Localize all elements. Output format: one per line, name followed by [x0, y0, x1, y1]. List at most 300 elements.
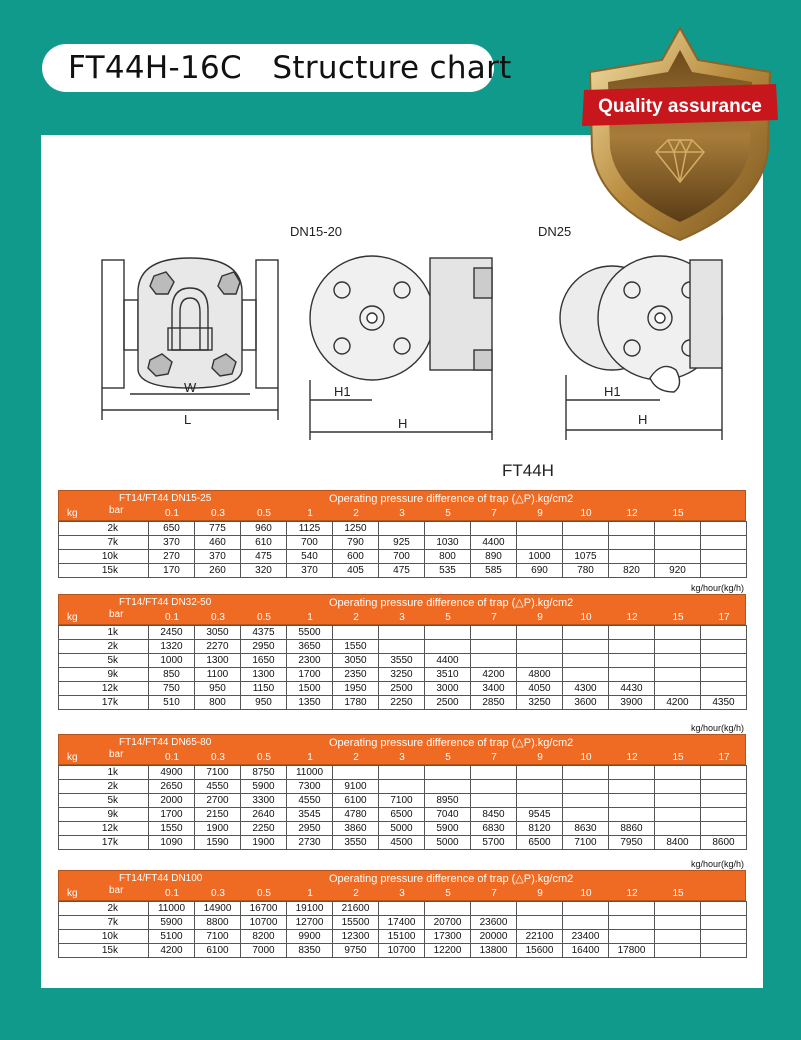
table-cell — [701, 682, 747, 696]
table-cell: 3300 — [241, 794, 287, 808]
table-cell: 600 — [333, 550, 379, 564]
table-cell: 5100 — [149, 930, 195, 944]
table-cell: 16400 — [563, 944, 609, 958]
pressure-col-label: 7 — [491, 612, 497, 623]
table-cell — [609, 930, 655, 944]
table-cell — [471, 626, 517, 640]
table-cell: 950 — [241, 696, 287, 710]
pressure-col-label: 5 — [445, 612, 451, 623]
table-cell — [701, 654, 747, 668]
table-cell: 2950 — [287, 822, 333, 836]
table-cell — [517, 794, 563, 808]
kg-label: kg — [67, 888, 78, 899]
pressure-col-label: 15 — [672, 612, 684, 623]
series-label: FT14/FT44 DN32-50 — [119, 597, 212, 608]
table-cell: 4300 — [563, 682, 609, 696]
table-cell — [517, 626, 563, 640]
table-cell: 2850 — [471, 696, 517, 710]
table-cell — [563, 808, 609, 822]
pressure-col-label: 9 — [537, 752, 543, 763]
table-cell: 1350 — [287, 696, 333, 710]
pressure-col-label: 0.3 — [211, 612, 225, 623]
table-cell — [471, 654, 517, 668]
table-cell — [655, 668, 701, 682]
row-label: 1k — [59, 626, 149, 640]
table-cell — [425, 780, 471, 794]
table-cell: 21600 — [333, 902, 379, 916]
pressure-col-label: 5 — [445, 508, 451, 519]
pressure-col-label: 15 — [672, 508, 684, 519]
table-cell — [563, 640, 609, 654]
table-cell: 3250 — [379, 668, 425, 682]
table-cell: 2000 — [149, 794, 195, 808]
unit-label: kg/hour(kg/h) — [690, 723, 744, 733]
pressure-col-label: 7 — [491, 508, 497, 519]
table-cell: 925 — [379, 536, 425, 550]
table-cell: 920 — [655, 564, 701, 578]
table-cell: 7040 — [425, 808, 471, 822]
row-label: 2k — [59, 780, 149, 794]
table-row — [59, 654, 747, 668]
table-cell: 2950 — [241, 640, 287, 654]
table-cell — [609, 626, 655, 640]
table-cell: 8350 — [287, 944, 333, 958]
table-row — [59, 522, 747, 536]
table-cell: 370 — [287, 564, 333, 578]
table-cell: 2300 — [287, 654, 333, 668]
table-cell: 2270 — [195, 640, 241, 654]
table-cell: 9750 — [333, 944, 379, 958]
table-cell: 5500 — [287, 626, 333, 640]
table-cell: 2500 — [379, 682, 425, 696]
table-cell — [655, 766, 701, 780]
bar-label: bar — [109, 749, 124, 760]
table-cell — [563, 780, 609, 794]
series-label: FT14/FT44 DN15-25 — [119, 493, 212, 504]
table-cell: 5700 — [471, 836, 517, 850]
pressure-title: Operating pressure difference of trap (△P).kg/cm2 — [329, 873, 574, 885]
table-cell: 4430 — [609, 682, 655, 696]
table-cell — [471, 766, 517, 780]
flow-table-dn65-80 — [58, 723, 746, 850]
table-cell — [563, 654, 609, 668]
table-cell — [701, 930, 747, 944]
table-cell: 8630 — [563, 822, 609, 836]
table-cell: 4400 — [471, 536, 517, 550]
row-label: 5k — [59, 794, 149, 808]
table-cell: 8600 — [701, 836, 747, 850]
table-cell: 3550 — [379, 654, 425, 668]
table-cell: 4200 — [149, 944, 195, 958]
table-cell: 7100 — [195, 930, 241, 944]
table-cell: 3000 — [425, 682, 471, 696]
table-cell — [609, 536, 655, 550]
table-cell: 4550 — [287, 794, 333, 808]
table-cell: 2450 — [149, 626, 195, 640]
row-label: 7k — [59, 536, 149, 550]
table-cell: 1150 — [241, 682, 287, 696]
pressure-col-label: 17 — [718, 752, 730, 763]
table-cell: 17400 — [379, 916, 425, 930]
pressure-col-label: 5 — [445, 888, 451, 899]
table-cell: 270 — [149, 550, 195, 564]
table-cell: 12300 — [333, 930, 379, 944]
table-cell: 820 — [609, 564, 655, 578]
table-cell: 22100 — [517, 930, 563, 944]
page-title: FT44H-16C Structure chart — [68, 50, 512, 86]
table-cell: 1075 — [563, 550, 609, 564]
table-cell — [701, 640, 747, 654]
row-label: 10k — [59, 930, 149, 944]
data-grid — [58, 625, 747, 710]
table-header — [58, 490, 746, 521]
table-cell: 2730 — [287, 836, 333, 850]
table-cell: 23400 — [563, 930, 609, 944]
table-cell: 460 — [195, 536, 241, 550]
table-cell: 370 — [149, 536, 195, 550]
pressure-col-label: 0.1 — [165, 508, 179, 519]
series-label: FT14/FT44 DN65-80 — [119, 737, 212, 748]
table-cell: 1030 — [425, 536, 471, 550]
row-label: 15k — [59, 564, 149, 578]
table-cell — [563, 794, 609, 808]
table-cell: 2640 — [241, 808, 287, 822]
pressure-col-label: 7 — [491, 752, 497, 763]
table-cell — [333, 766, 379, 780]
row-label: 5k — [59, 654, 149, 668]
table-cell — [379, 626, 425, 640]
table-cell — [701, 902, 747, 916]
table-row — [59, 550, 747, 564]
table-cell: 405 — [333, 564, 379, 578]
table-row — [59, 808, 747, 822]
table-cell — [655, 822, 701, 836]
table-cell: 775 — [195, 522, 241, 536]
data-grid — [58, 901, 747, 958]
table-cell — [655, 536, 701, 550]
table-row — [59, 930, 747, 944]
table-cell: 700 — [287, 536, 333, 550]
dn-large-label: DN25 — [538, 224, 572, 239]
pressure-col-label: 17 — [718, 612, 730, 623]
table-cell: 1300 — [241, 668, 287, 682]
table-cell: 1090 — [149, 836, 195, 850]
table-cell: 7100 — [195, 766, 241, 780]
table-cell — [609, 640, 655, 654]
table-cell: 1250 — [333, 522, 379, 536]
table-cell — [655, 916, 701, 930]
pressure-col-label: 0.5 — [257, 752, 271, 763]
table-cell: 7000 — [241, 944, 287, 958]
table-cell: 5900 — [425, 822, 471, 836]
table-cell: 890 — [471, 550, 517, 564]
table-cell: 585 — [471, 564, 517, 578]
table-cell: 2500 — [425, 696, 471, 710]
pressure-col-label: 0.1 — [165, 752, 179, 763]
table-cell: 17800 — [609, 944, 655, 958]
table-header — [58, 870, 746, 901]
table-cell: 4200 — [655, 696, 701, 710]
pressure-col-label: 0.5 — [257, 508, 271, 519]
pressure-title: Operating pressure difference of trap (△P).kg/cm2 — [329, 493, 574, 505]
table-cell: 2650 — [149, 780, 195, 794]
dim-l-label: L — [184, 412, 192, 427]
table-cell: 15600 — [517, 944, 563, 958]
table-cell: 1320 — [149, 640, 195, 654]
table-cell — [701, 626, 747, 640]
table-cell — [655, 522, 701, 536]
table-cell — [471, 794, 517, 808]
table-cell: 4500 — [379, 836, 425, 850]
table-cell: 4900 — [149, 766, 195, 780]
table-cell: 19100 — [287, 902, 333, 916]
table-cell: 23600 — [471, 916, 517, 930]
row-label: 7k — [59, 916, 149, 930]
table-cell: 2250 — [241, 822, 287, 836]
pressure-col-label: 0.3 — [211, 888, 225, 899]
dim-h1-label: H1 — [334, 384, 351, 399]
table-cell — [379, 902, 425, 916]
table-cell: 15100 — [379, 930, 425, 944]
table-cell: 3860 — [333, 822, 379, 836]
table-cell — [425, 522, 471, 536]
table-cell: 4050 — [517, 682, 563, 696]
table-cell: 950 — [195, 682, 241, 696]
table-cell — [379, 640, 425, 654]
table-cell — [471, 640, 517, 654]
table-cell: 790 — [333, 536, 379, 550]
table-cell — [379, 522, 425, 536]
table-cell — [655, 808, 701, 822]
table-cell — [655, 626, 701, 640]
table-header — [58, 734, 746, 765]
table-cell — [655, 550, 701, 564]
table-row — [59, 780, 747, 794]
table-cell: 780 — [563, 564, 609, 578]
dim-h1-right-label: H1 — [604, 384, 621, 399]
table-cell — [471, 902, 517, 916]
table-cell — [517, 916, 563, 930]
row-label: 9k — [59, 668, 149, 682]
table-cell: 475 — [241, 550, 287, 564]
table-row — [59, 668, 747, 682]
table-cell — [379, 780, 425, 794]
table-cell: 475 — [379, 564, 425, 578]
bar-label: bar — [109, 505, 124, 516]
table-cell: 7300 — [287, 780, 333, 794]
table-cell — [655, 654, 701, 668]
table-cell: 12700 — [287, 916, 333, 930]
row-label: 2k — [59, 902, 149, 916]
table-cell: 690 — [517, 564, 563, 578]
table-cell: 3650 — [287, 640, 333, 654]
table-cell: 510 — [149, 696, 195, 710]
table-cell: 8120 — [517, 822, 563, 836]
data-grid — [58, 765, 747, 850]
bar-label: bar — [109, 885, 124, 896]
table-cell: 370 — [195, 550, 241, 564]
row-label: 2k — [59, 640, 149, 654]
flow-table-dn100 — [58, 859, 746, 958]
table-cell — [517, 654, 563, 668]
pressure-col-label: 7 — [491, 888, 497, 899]
table-cell — [425, 766, 471, 780]
pressure-col-label: 3 — [399, 508, 405, 519]
table-cell: 8400 — [655, 836, 701, 850]
pressure-col-label: 2 — [353, 612, 359, 623]
table-cell: 9100 — [333, 780, 379, 794]
table-cell: 3600 — [563, 696, 609, 710]
table-cell: 1550 — [149, 822, 195, 836]
pressure-col-label: 0.3 — [211, 508, 225, 519]
table-cell: 4200 — [471, 668, 517, 682]
table-row — [59, 696, 747, 710]
pressure-col-label: 10 — [580, 612, 592, 623]
table-cell: 1500 — [287, 682, 333, 696]
table-cell — [655, 794, 701, 808]
table-cell — [609, 780, 655, 794]
table-cell: 2700 — [195, 794, 241, 808]
unit-label: kg/hour(kg/h) — [690, 583, 744, 593]
pressure-col-label: 2 — [353, 508, 359, 519]
table-cell — [609, 550, 655, 564]
table-cell: 5000 — [379, 822, 425, 836]
table-cell: 1300 — [195, 654, 241, 668]
table-cell: 1000 — [517, 550, 563, 564]
table-cell: 3545 — [287, 808, 333, 822]
table-cell: 15500 — [333, 916, 379, 930]
row-label: 12k — [59, 682, 149, 696]
table-cell: 4350 — [701, 696, 747, 710]
table-cell — [609, 916, 655, 930]
table-cell — [701, 550, 747, 564]
table-cell — [563, 902, 609, 916]
pressure-col-label: 10 — [580, 888, 592, 899]
table-cell: 14900 — [195, 902, 241, 916]
table-cell — [563, 916, 609, 930]
pressure-title: Operating pressure difference of trap (△P).kg/cm2 — [329, 597, 574, 609]
table-cell: 6100 — [195, 944, 241, 958]
pressure-col-label: 15 — [672, 752, 684, 763]
pressure-col-label: 10 — [580, 508, 592, 519]
table-cell: 700 — [379, 550, 425, 564]
table-cell: 6830 — [471, 822, 517, 836]
pressure-col-label: 9 — [537, 612, 543, 623]
table-row — [59, 794, 747, 808]
structure-drawing — [90, 210, 750, 490]
pressure-col-label: 0.3 — [211, 752, 225, 763]
pressure-col-label: 1 — [307, 612, 313, 623]
row-label: 10k — [59, 550, 149, 564]
dim-h-label: H — [398, 416, 408, 431]
table-cell — [701, 668, 747, 682]
kg-label: kg — [67, 612, 78, 623]
table-cell: 1780 — [333, 696, 379, 710]
pressure-col-label: 12 — [626, 888, 638, 899]
pressure-col-label: 0.5 — [257, 612, 271, 623]
table-cell: 610 — [241, 536, 287, 550]
table-cell — [471, 780, 517, 794]
pressure-col-label: 12 — [626, 508, 638, 519]
table-header — [58, 594, 746, 625]
table-cell: 8750 — [241, 766, 287, 780]
table-cell: 4550 — [195, 780, 241, 794]
table-cell: 1700 — [149, 808, 195, 822]
table-cell — [701, 808, 747, 822]
table-cell — [425, 640, 471, 654]
pressure-col-label: 1 — [307, 508, 313, 519]
table-cell: 4780 — [333, 808, 379, 822]
table-cell: 4400 — [425, 654, 471, 668]
table-cell — [563, 668, 609, 682]
table-cell — [701, 916, 747, 930]
pressure-col-label: 12 — [626, 752, 638, 763]
table-cell: 1700 — [287, 668, 333, 682]
table-cell — [563, 626, 609, 640]
table-cell — [517, 640, 563, 654]
table-cell: 5000 — [425, 836, 471, 850]
table-cell — [701, 522, 747, 536]
pressure-col-label: 3 — [399, 888, 405, 899]
table-cell: 10700 — [241, 916, 287, 930]
table-cell: 1125 — [287, 522, 333, 536]
pressure-title: Operating pressure difference of trap (△P).kg/cm2 — [329, 737, 574, 749]
table-cell — [701, 794, 747, 808]
table-cell — [609, 522, 655, 536]
table-row — [59, 836, 747, 850]
table-cell: 7950 — [609, 836, 655, 850]
table-cell — [655, 944, 701, 958]
table-cell — [655, 640, 701, 654]
table-cell: 1900 — [195, 822, 241, 836]
flow-table-dn32-50 — [58, 583, 746, 710]
table-cell — [517, 766, 563, 780]
table-cell: 320 — [241, 564, 287, 578]
table-cell: 800 — [195, 696, 241, 710]
table-cell — [701, 822, 747, 836]
table-cell: 16700 — [241, 902, 287, 916]
table-row — [59, 916, 747, 930]
table-cell: 8200 — [241, 930, 287, 944]
table-cell: 1950 — [333, 682, 379, 696]
row-label: 12k — [59, 822, 149, 836]
table-row — [59, 902, 747, 916]
table-cell: 6100 — [333, 794, 379, 808]
table-cell: 20700 — [425, 916, 471, 930]
table-cell — [609, 794, 655, 808]
table-cell: 3050 — [195, 626, 241, 640]
pressure-col-label: 15 — [672, 888, 684, 899]
pressure-col-label: 0.5 — [257, 888, 271, 899]
table-cell — [563, 766, 609, 780]
table-cell: 5900 — [241, 780, 287, 794]
table-cell — [333, 626, 379, 640]
table-cell: 11000 — [287, 766, 333, 780]
table-row — [59, 640, 747, 654]
table-row — [59, 536, 747, 550]
table-cell: 960 — [241, 522, 287, 536]
table-cell: 850 — [149, 668, 195, 682]
table-cell — [517, 522, 563, 536]
table-cell: 650 — [149, 522, 195, 536]
table-cell: 3250 — [517, 696, 563, 710]
table-cell — [609, 766, 655, 780]
table-cell: 3550 — [333, 836, 379, 850]
row-label: 1k — [59, 766, 149, 780]
pressure-col-label: 0.1 — [165, 612, 179, 623]
table-cell — [563, 522, 609, 536]
table-cell: 4800 — [517, 668, 563, 682]
